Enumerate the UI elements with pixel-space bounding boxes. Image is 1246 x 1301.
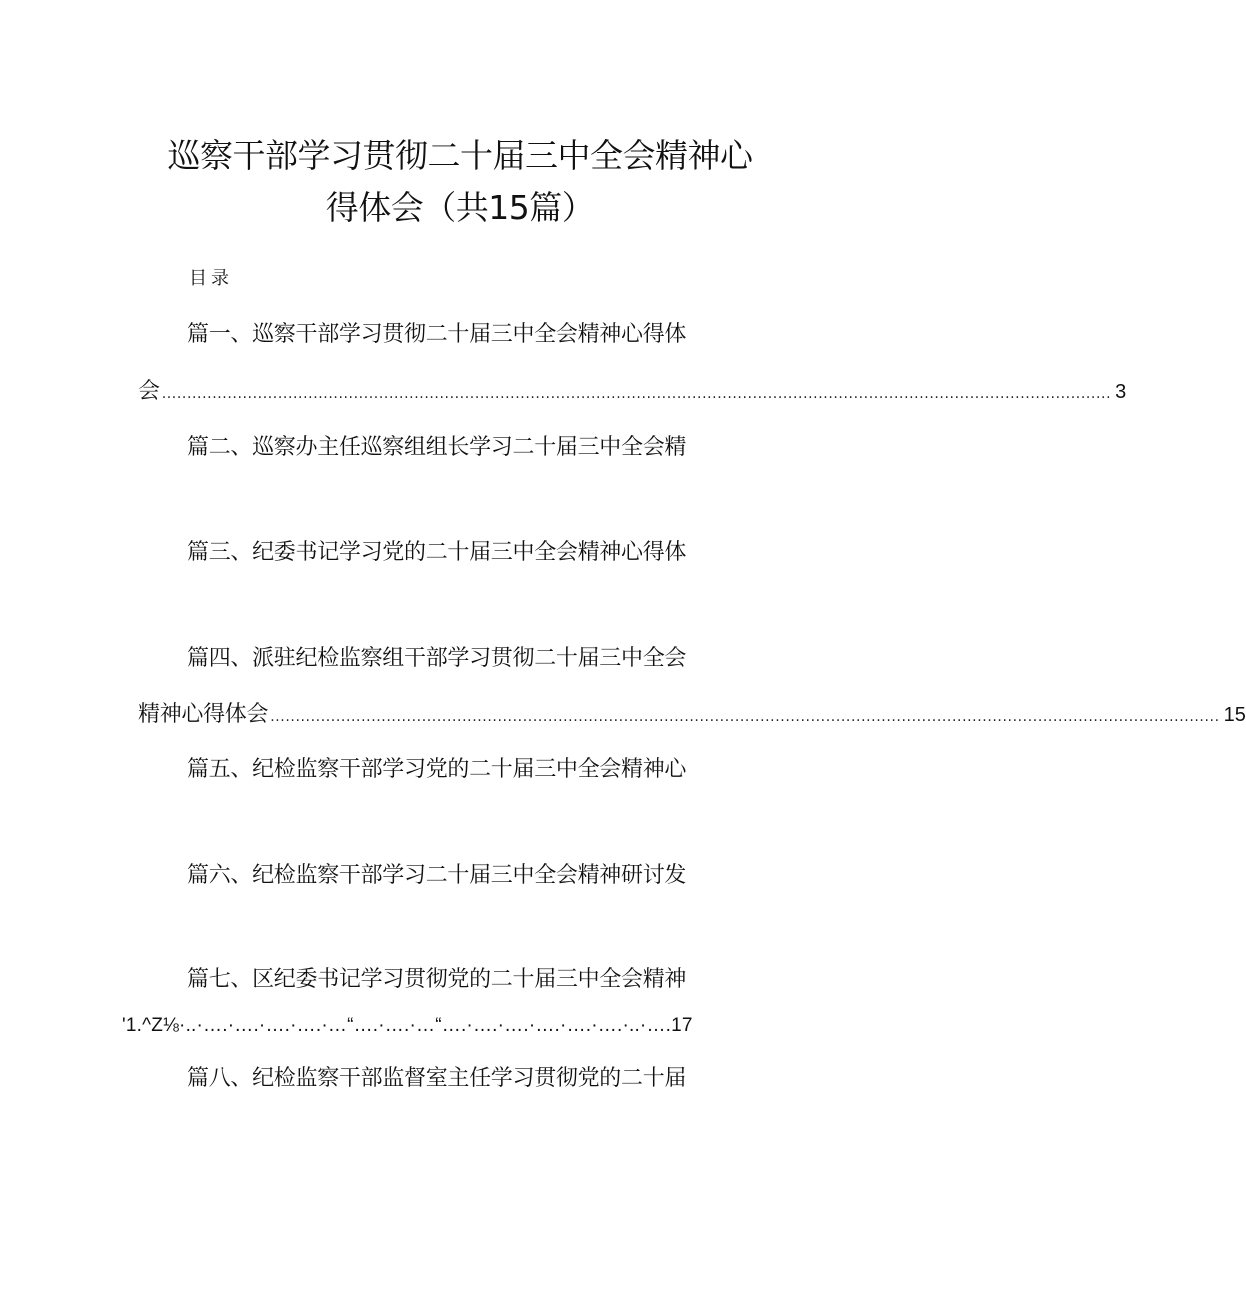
toc-entry-4-continuation-text: 精神心得体会 xyxy=(138,702,269,727)
toc-entry-3[interactable]: 篇三、纪委书记学习党的二十届三中全会精神心得体 xyxy=(187,540,687,565)
toc-entry-1[interactable]: 篇一、巡察干部学习贯彻二十届三中全会精神心得体 xyxy=(187,322,687,347)
toc-entry-1-continuation[interactable] xyxy=(138,379,1127,404)
toc-entry-8[interactable]: 篇八、纪检监察干部监督室主任学习贯彻党的二十届 xyxy=(187,1066,687,1091)
toc-leader-dots: ............................................................................................................................................................................................ xyxy=(270,709,1220,725)
toc-entry-1-page: 3 xyxy=(1115,381,1127,403)
document-title-line-1: 巡察干部学习贯彻二十届三中全会精神心 xyxy=(167,136,753,175)
toc-entry-5[interactable]: 篇五、纪检监察干部学习党的二十届三中全会精神心 xyxy=(187,757,687,782)
toc-entry-7-garbled-leader[interactable]: '1.^Z⅛·..·….·….·….·….·…“….·….·…“….·….·….·….·….·….·..·….17 xyxy=(122,1015,693,1036)
toc-entry-6[interactable]: 篇六、纪检监察干部学习二十届三中全会精神研讨发 xyxy=(187,863,687,888)
toc-entry-7[interactable]: 篇七、区纪委书记学习贯彻党的二十届三中全会精神 xyxy=(187,967,687,992)
toc-entry-1-continuation-text: 会 xyxy=(138,379,160,404)
toc-entry-4[interactable]: 篇四、派驻纪检监察组干部学习贯彻二十届三中全会 xyxy=(187,646,687,671)
toc-entry-2[interactable]: 篇二、巡察办主任巡察组组长学习二十届三中全会精 xyxy=(187,435,687,460)
toc-leader-dots: ............................................................................................................................................................................................ xyxy=(161,386,1112,402)
toc-heading: 目录 xyxy=(189,268,233,289)
document-title-line-2: 得体会（共15篇） xyxy=(325,188,595,227)
toc-entry-4-page: 15 xyxy=(1223,704,1246,726)
toc-entry-4-continuation[interactable] xyxy=(138,702,1246,727)
